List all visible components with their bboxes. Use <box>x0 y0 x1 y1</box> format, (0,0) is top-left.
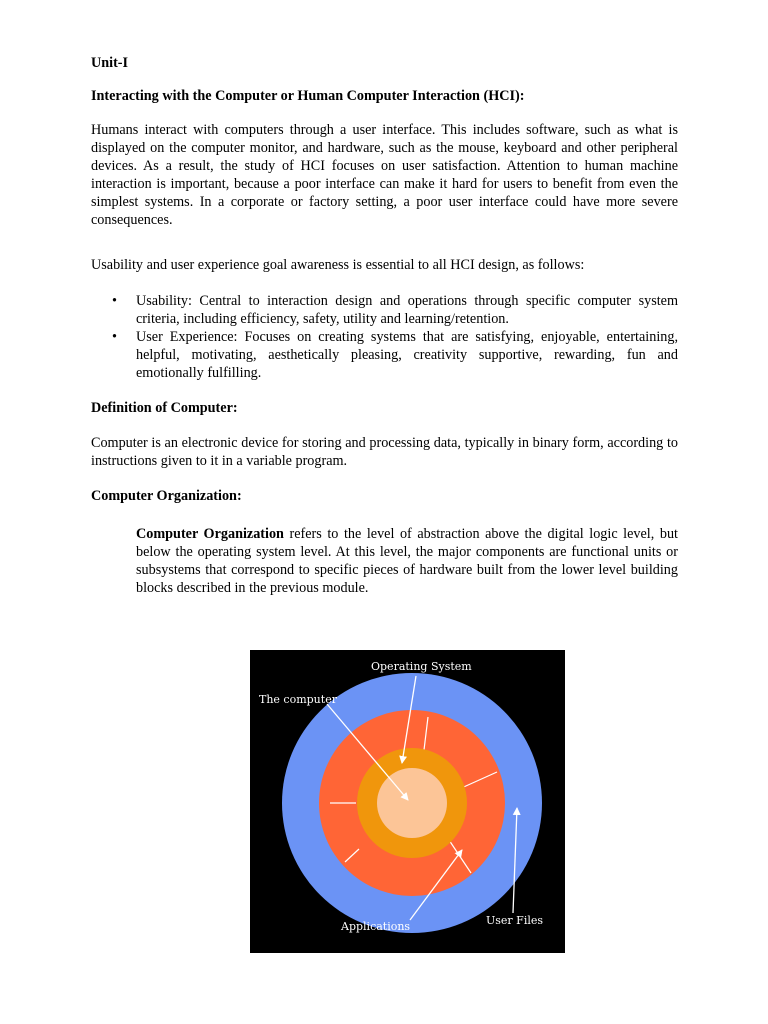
hci-paragraph: Humans interact with computers through a user interface. This includes software, such as what is displayed on the computer monitor, and hardware, such as the mouse, keyboard and other peripheral devices. As a result, the study of HCI focuses on user satisfaction. Attention to human machine interaction is important, because a poor interface can make it hard for users to benefit from even the simplest systems. In a corporate or factory setting, a poor user interface could have more severe consequences. <box>91 122 678 228</box>
usability-intro: Usability and user experience goal awareness is essential to all HCI design, as follows: <box>91 257 585 273</box>
organization-term: Computer Organization <box>136 526 284 542</box>
label-user-files: User Files <box>486 914 544 927</box>
label-operating-system: Operating System <box>371 660 472 673</box>
label-the-computer: The computer <box>259 693 337 706</box>
organization-text: refers to the level of abstraction above the digital logic level, but below the operating system level. At this level, the major components are functional units or subsystems that correspond to specific pieces of hardware built from the lower level building blocks described in the previous module. <box>136 526 678 596</box>
bullet-marker: • <box>112 293 117 309</box>
unit-title: Unit-I <box>91 55 129 71</box>
bullet-text-usability: Usability: Central to interaction design and operations through specific computer system criteria, including efficiency, safety, utility and learning/retention. <box>136 293 678 327</box>
bullet-item-user-experience <box>91 328 678 382</box>
organization-heading: Computer Organization: <box>91 488 242 504</box>
bullet-item-usability <box>91 292 678 328</box>
definition-heading: Definition of Computer: <box>91 400 238 416</box>
bullet-marker: • <box>112 329 117 345</box>
goal-bullet-list <box>91 292 678 382</box>
layer-diagram-svg <box>250 650 565 953</box>
computer-core <box>377 768 447 838</box>
label-applications: Applications <box>341 920 411 933</box>
computer-organization-diagram <box>250 650 565 953</box>
bullet-text-user-experience: User Experience: Focuses on creating systems that are satisfying, enjoyable, entertaining, helpful, motivating, aesthetically pleasing, creativity supportive, rewarding, fun and emotionally fulfilling. <box>136 329 678 381</box>
hci-heading: Interacting with the Computer or Human Computer Interaction (HCI): <box>91 88 525 104</box>
organization-paragraph <box>136 525 678 597</box>
definition-paragraph: Computer is an electronic device for storing and processing data, typically in binary form, according to instructions given to it in a variable program. <box>91 435 678 469</box>
